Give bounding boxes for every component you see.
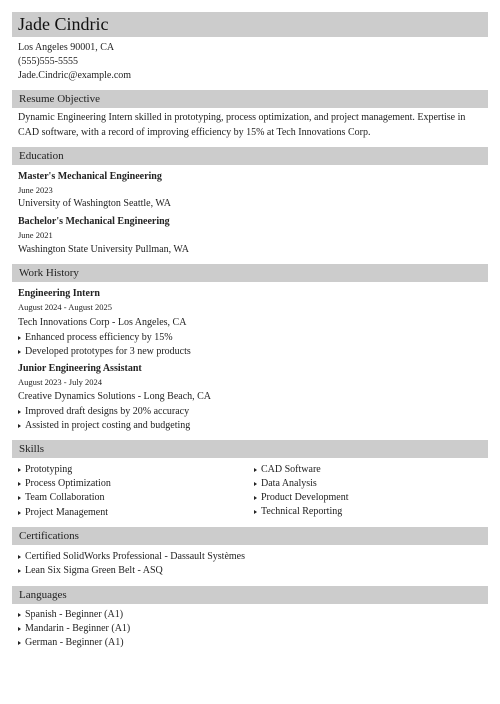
bullet-icon bbox=[254, 468, 257, 472]
bullet-icon bbox=[18, 613, 21, 617]
bullet-icon bbox=[18, 569, 21, 573]
section-languages-heading: Languages bbox=[12, 586, 488, 604]
bullet-icon bbox=[18, 482, 21, 486]
objective-text: Dynamic Engineering Intern skilled in prototyping, process optimization, and project management. Expertise in CAD software, with a record of improving efficiency by 15% at Tech Innovations Corp. bbox=[18, 112, 466, 138]
bullet-icon bbox=[18, 496, 21, 500]
section-skills-heading: Skills bbox=[12, 440, 488, 458]
section-work-heading: Work History bbox=[12, 264, 488, 282]
email: Jade.Cindric@example.com bbox=[18, 70, 132, 81]
education-school: Washington State University Pullman, WA bbox=[18, 244, 189, 255]
job-company: Creative Dynamics Solutions - Long Beach, CA bbox=[18, 391, 212, 402]
education-date: June 2023 bbox=[18, 185, 53, 195]
section-education-heading: Education bbox=[12, 147, 488, 165]
education-date: June 2021 bbox=[18, 230, 53, 240]
job-title: Engineering Intern bbox=[18, 288, 100, 299]
bullet-icon bbox=[18, 511, 21, 515]
section-objective-heading: Resume Objective bbox=[12, 90, 488, 108]
phone: (555)555-5555 bbox=[18, 56, 78, 67]
job-dates: August 2024 - August 2025 bbox=[18, 302, 112, 312]
bullet-icon bbox=[254, 482, 257, 486]
bullet-icon bbox=[254, 510, 257, 514]
bullet-icon bbox=[18, 350, 21, 354]
bullet-icon bbox=[18, 336, 21, 340]
bullet-icon bbox=[18, 410, 21, 414]
bullet-icon bbox=[18, 468, 21, 472]
resume-page: Jade Cindric Los Angeles 90001, CA (555)555-5555 Jade.Cindric@example.com Resume Objective Dynamic Engineering Intern skilled in prototyping, process optimization, and project management. Expertise in CAD software, with a record of improving efficiency by 15% at Tech Innovations Corp. Education Master's Mechanical Engineering June 2023 University of Washington Seattle, WA Bachelor's Mechanical Engineering June 2021 Washington State University Pullman, WA Work History Engineering Intern August 2024 - August 2025 Tech Innovations Corp - Los Angeles, CA Enhanced process efficiency by 15% Developed prototypes for 3 new products Junior Engineering Assistant August 2023 - July 2024 Creative Dynamics Solutions - Long Beach, CA Improved draft designs by 20% accuracy Assisted in project costing and budgeting Skills Prototyping Process Optimization Team Collaboration Project Management CAD Software Data Analysis Product Development Technical Reporting Certifications Certified SolidWorks Professional - Dassault Systèmes Lean Six Sigma Green Belt - ASQ Languages Spanish - Beginner (A1) Mandarin - Beginner (A1) German - Beginner (A1) bbox=[0, 0, 500, 704]
bullet-icon bbox=[18, 641, 21, 645]
bullet-icon bbox=[18, 627, 21, 631]
bullet-icon bbox=[18, 555, 21, 559]
address: Los Angeles 90001, CA bbox=[18, 42, 115, 53]
education-degree: Bachelor's Mechanical Engineering bbox=[18, 216, 170, 227]
bullet-icon bbox=[254, 496, 257, 500]
job-dates: August 2023 - July 2024 bbox=[18, 377, 103, 387]
education-school: University of Washington Seattle, WA bbox=[18, 198, 171, 209]
candidate-name: Jade Cindric bbox=[12, 12, 488, 37]
section-certifications-heading: Certifications bbox=[12, 527, 488, 545]
education-degree: Master's Mechanical Engineering bbox=[18, 171, 162, 182]
job-title: Junior Engineering Assistant bbox=[18, 363, 142, 374]
job-company: Tech Innovations Corp - Los Angeles, CA bbox=[18, 317, 187, 328]
bullet-icon bbox=[18, 424, 21, 428]
